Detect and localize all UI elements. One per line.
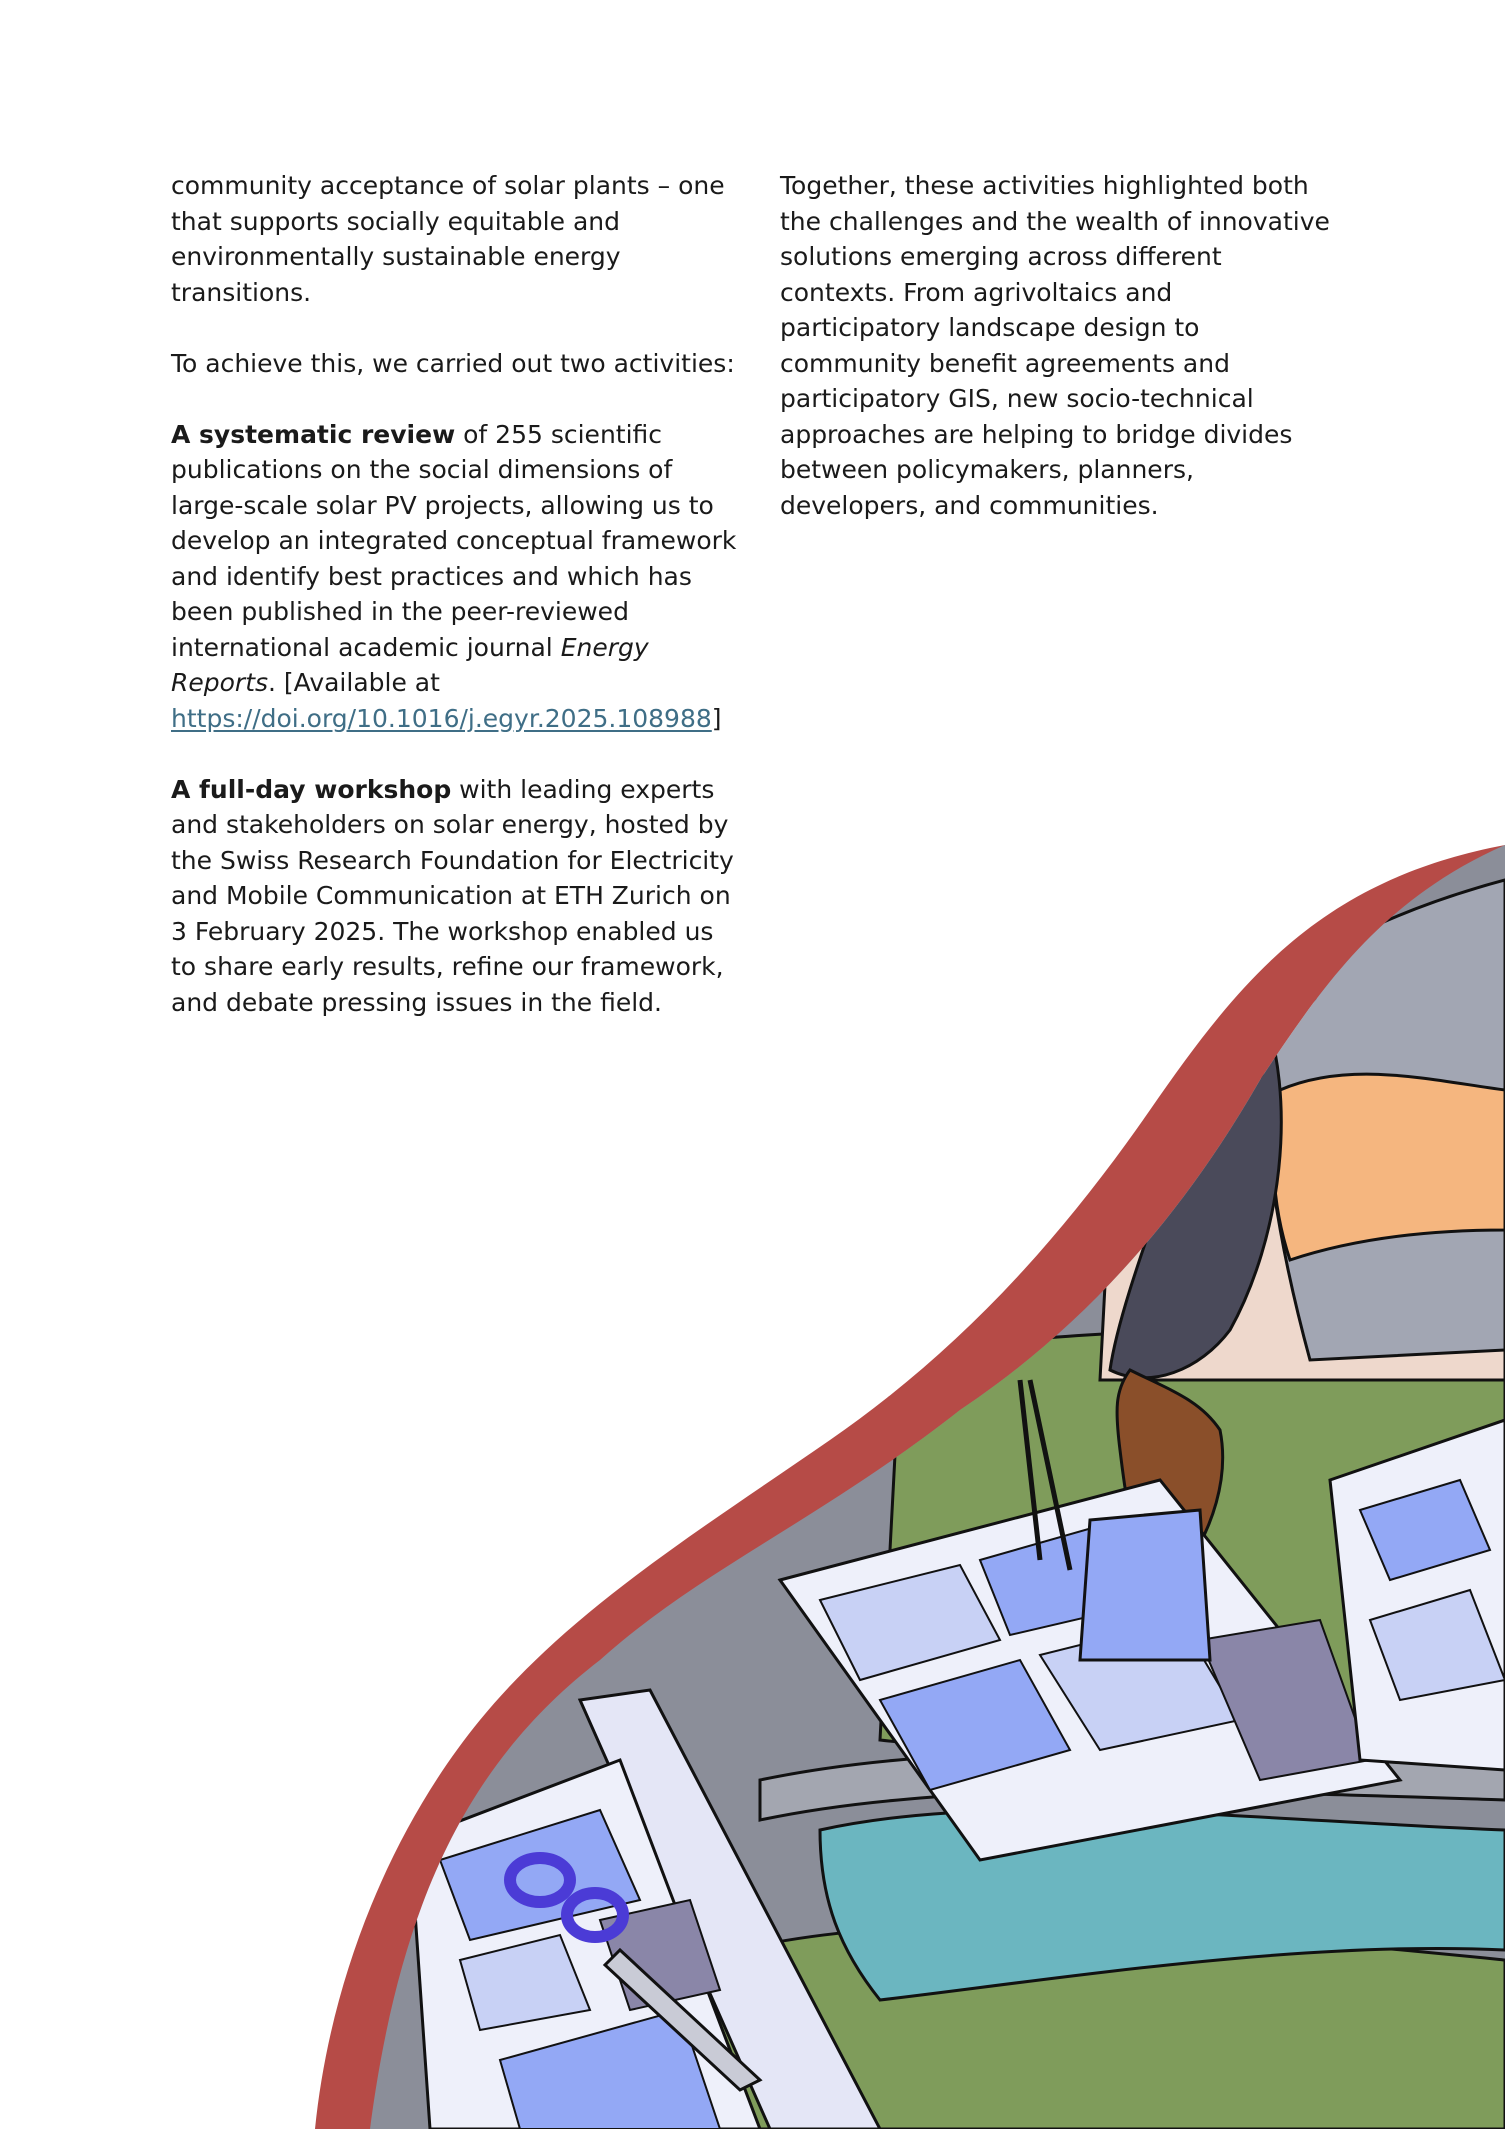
held-paper	[1080, 1510, 1210, 1660]
paragraph-activities-intro: To achieve this, we carried out two activities:	[171, 348, 735, 378]
workshop-heading: A full-day workshop	[171, 774, 452, 804]
systematic-review-text: of 255 scientific publications on the social dimensions of large-scale solar PV projects, allowing us to develop an integrated conceptual framework and identify best practices and which has been published in the peer-reviewed international academic journal	[171, 419, 737, 662]
journal-name: Energy Reports	[171, 632, 649, 697]
workshop-text: with leading experts and stakeholders on solar energy, hosted by the Swiss Research Foundation for Electricity and Mobile Communication at ETH Zurich on 3 February 2025. The workshop enabled us to share early results, refine our framework, and debate pressing issues in the field.	[171, 774, 734, 1017]
closing-bracket: ]	[711, 703, 722, 733]
available-at-text: . [Available at	[268, 668, 440, 697]
illustration-scene	[300, 820, 1505, 2129]
systematic-review-heading: A systematic review	[171, 419, 456, 449]
paragraph-summary: Together, these activities highlighted both the challenges and the wealth of innovative solutions emerging across different contexts. From agrivoltaics and participatory landscape design to community benefit agreements and participatory GIS, new socio-technical approaches are helping to bridge divides between policymakers, planners, developers, and communities.	[780, 171, 1330, 520]
doi-link[interactable]: https://doi.org/10.1016/j.egyr.2025.108988	[171, 703, 712, 733]
paragraph-intro-continued: community acceptance of solar plants – one that supports socially equitable and environmentally sustainable energy transitions.	[171, 171, 725, 307]
map-paper-right	[1330, 1420, 1505, 1770]
